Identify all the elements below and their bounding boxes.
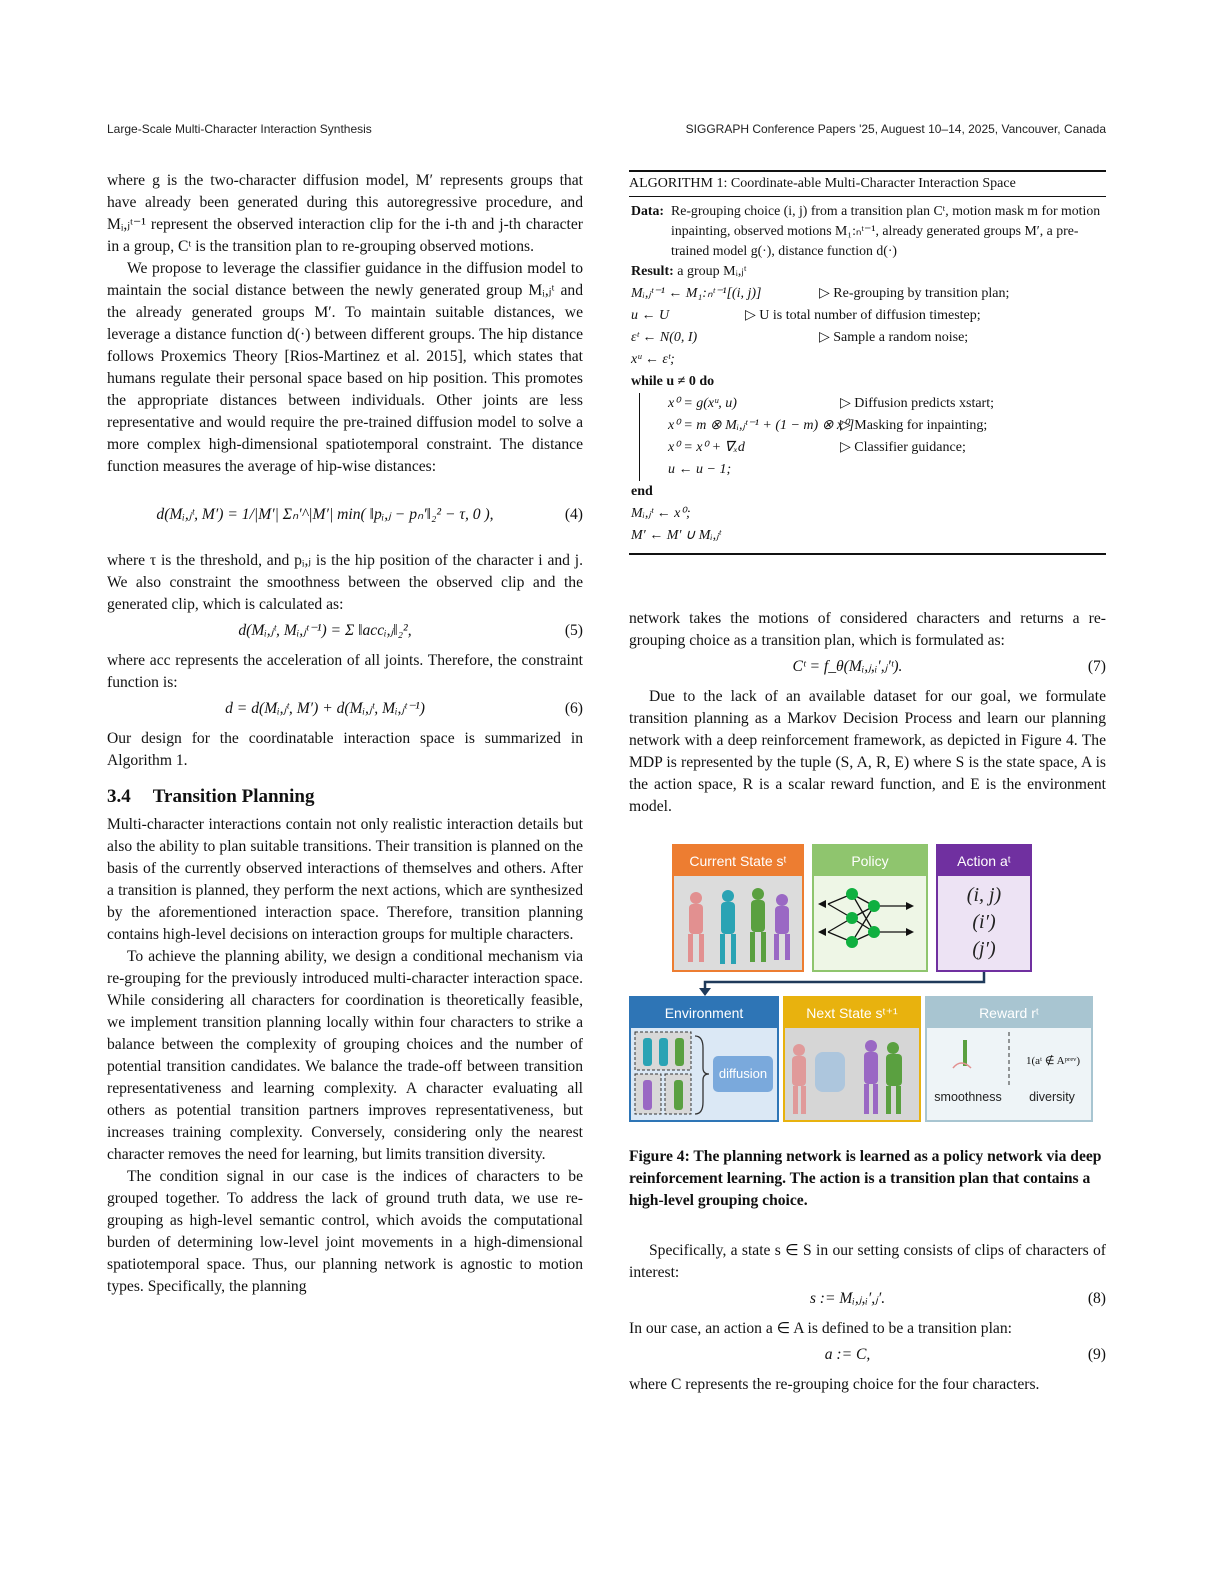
equation-body: d(Mᵢ,ⱼᵗ, Mᵢ,ⱼᵗ⁻¹) = Σ ‖accᵢ,ⱼ‖₂²,: [238, 622, 412, 639]
algorithm-code: x⁰ = g(xᵘ, u): [668, 396, 737, 411]
paragraph: where g is the two-character diffusion model, M′ represents groups that have already been generated during this autoregressive procedure, and Mᵢ,ⱼᵗ⁻¹ represent the observed interaction clip for the i-th and j-th character in a group, Cᵗ is the transition plan to re-grouping observed motions.: [107, 172, 583, 255]
algorithm-comment: ▷ Diffusion predicts xstart;: [840, 396, 994, 411]
algorithm-line: [629, 525, 1106, 547]
algorithm-title: ALGORITHM 1: Coordinate-able Multi-Character Interaction Space: [629, 176, 1016, 191]
equation-body: a := C,: [824, 1346, 871, 1363]
equation-body: Cᵗ = f_θ(Mᵢ,ⱼ,ᵢ′,ⱼ′ᵗ).: [792, 658, 903, 675]
result-label: Result:: [631, 264, 674, 279]
result-text: a group Mᵢ,ⱼᵗ: [677, 264, 747, 279]
equation-number: (5): [564, 622, 583, 639]
reward-title: Reward rᵗ: [927, 998, 1091, 1028]
section-heading: [107, 786, 583, 808]
next-state-title: Next State sᵗ⁺¹: [785, 998, 919, 1028]
algorithm-comment: ▷ Re-grouping by transition plan;: [819, 286, 1010, 301]
algorithm-code: Mᵢ,ⱼᵗ ← x⁰;: [631, 506, 691, 521]
equation-number: (4): [564, 506, 583, 523]
algorithm-line: [639, 393, 1106, 415]
next-state-panel: [783, 996, 921, 1122]
algorithm-data: [629, 201, 1106, 261]
algorithm-code: Mᵢ,ⱼᵗ⁻¹ ← M₁:ₙᵗ⁻¹[(i, j)]: [631, 286, 762, 301]
algorithm-code: while u ≠ 0 do: [631, 374, 715, 389]
algorithm-comment: ▷ Masking for inpainting;: [840, 418, 988, 433]
paragraph: Specifically, a state s ∈ S in our setting consists of clips of characters of interest:: [629, 1242, 1106, 1281]
equation-8: [629, 1288, 1106, 1314]
current-state-title: Current State sᵗ: [674, 846, 802, 876]
equation-number: (7): [1087, 658, 1106, 675]
algorithm-code: x⁰ = m ⊗ Mᵢ,ⱼᵗ⁻¹ + (1 − m) ⊗ x⁰]: [668, 418, 855, 433]
paragraph: In our case, an action a ∈ A is defined to be a transition plan:: [629, 1320, 1012, 1337]
algorithm-code: εᵗ ← N(0, I): [631, 330, 698, 345]
next-state-image: [785, 1028, 919, 1120]
algorithm-line: [629, 503, 1106, 525]
equation-4: [107, 488, 583, 542]
algorithm-comment: ▷ Classifier guidance;: [840, 440, 966, 455]
algorithm-code: x⁰ = x⁰ + ∇ₓd: [668, 440, 745, 455]
algorithm-line: [629, 481, 1106, 503]
left-column: [107, 170, 583, 1298]
algorithm-comment: ▷ Sample a random noise;: [819, 330, 969, 345]
action-items: [938, 882, 1030, 963]
paragraph: Our design for the coordinatable interaction space is summarized in Algorithm 1.: [107, 730, 583, 769]
indicator-label: 1(aᵗ ∉ Aᵖʳᵉᵛ): [1025, 1055, 1081, 1067]
action-item: (i, j): [966, 884, 1002, 906]
data-text: Re-grouping choice (i, j) from a transition plan Cᵗ, motion mask m for motion inpainting, observed motions M₁:ₙᵗ⁻¹, already generated groups M′, a pre-trained model g(·), distance function d(·): [671, 203, 1101, 258]
paragraph: We propose to leverage the classifier guidance in the diffusion model to maintain the social distance between the newly generated group Mᵢ,ⱼᵗ and the already generated groups M′. To maintain suitable distances, we leverage a distance function d(·) between different groups. The hip distance follows Proxemics Theory [Rios-Martinez et al. 2015], which states that humans regulate their personal space based on hip position. This promotes the appropriate distances between individuals. Other joints are less representative and would require the pre-trained diffusion model to solve a more complex high-dimensional spatiotemporal constraint. The distance function measures the average of hip-wise distances:: [107, 260, 583, 475]
algorithm-result: [629, 261, 1106, 283]
paragraph: network takes the motions of considered characters and returns a re-grouping choice as a transition plan, which is formulated as:: [629, 610, 1106, 649]
data-label: Data:: [631, 203, 664, 218]
running-header-right: SIGGRAPH Conference Papers '25, Auguest 10–14, 2025, Vancouver, Canada: [685, 122, 1106, 136]
paragraph: where τ is the threshold, and pᵢ,ⱼ is the hip position of the character i and j. We also constraint the smoothness between the observed clip and the generated clip, which is calculated as:: [107, 552, 583, 613]
diffusion-label: diffusion: [718, 1066, 768, 1081]
algorithm-code: xᵘ ← εᵗ;: [631, 352, 675, 367]
section-title: Transition Planning: [152, 786, 315, 807]
algorithm-comment: ▷ U is total number of diffusion timestep;: [745, 308, 981, 323]
algorithm-code: end: [631, 484, 653, 499]
action-item: (j′): [972, 938, 996, 960]
action-title: Action aᵗ: [938, 846, 1030, 876]
paragraph: The condition signal in our case is the indices of characters to be grouped together. To address the lack of ground truth data, we use re-grouping as high-level semantic control, which avoids the computational burden of determining low-level joint movements in a high-dimensional spatiotemporal space. Thus, our planning network is agnostic to motion types. Specifically, the planning: [107, 1168, 583, 1295]
figure-4: [628, 842, 1106, 1124]
algorithm-line: [639, 437, 1106, 459]
algorithm-line: [629, 371, 1106, 393]
neural-network-icon: [814, 876, 926, 970]
paragraph: where C represents the re-grouping choice for the four characters.: [629, 1376, 1040, 1393]
algorithm-code: M′ ← M′ ∪ Mᵢ,ⱼᵗ: [631, 528, 721, 543]
environment-title: Environment: [631, 998, 777, 1028]
characters-image: [674, 876, 802, 970]
paragraph: where acc represents the acceleration of all joints. Therefore, the constraint function is:: [107, 652, 583, 691]
paragraph: To achieve the planning ability, we design a conditional mechanism via re-grouping for the previously introduced multi-character interaction space. While considering all characters for coordination is theoretically feasible, we implement transition planning locally within four characters to strike a balance between the complexity of grouping choices and the number of potential transition candidates. We balance the trade-off between transition representativeness and learning complexity. A character evaluating all others as potential transition partners improves representativeness, but increases training complexity. Conversely, considering only the nearest character removes the need for learning, but limits transition diversity.: [107, 948, 583, 1163]
policy-title: Policy: [814, 846, 926, 876]
running-header-left: Large-Scale Multi-Character Interaction Synthesis: [107, 122, 372, 136]
equation-5: [107, 620, 583, 646]
equation-7: [629, 656, 1106, 682]
paragraph: Due to the lack of an available dataset for our goal, we formulate transition planning as a Markov Decision Process and learn our planning network with a deep reinforcement framework, as depicted in Figure 4. The MDP is represented by the tuple (S, A, R, E) where S is the state space, A is the action space, R is a scalar reward function, and E is the environment model.: [629, 688, 1106, 815]
equation-number: (8): [1087, 1290, 1106, 1307]
action-panel: [936, 844, 1032, 972]
algorithm-line: [639, 415, 1106, 437]
equation-number: (6): [564, 700, 583, 717]
policy-panel: [812, 844, 928, 972]
reward-panel: [925, 996, 1093, 1122]
algorithm-box: [629, 170, 1106, 555]
algorithm-line: [629, 283, 1106, 305]
algorithm-line: [629, 327, 1106, 349]
equation-9: [629, 1344, 1106, 1370]
algorithm-code: u ← u − 1;: [668, 462, 732, 477]
algorithm-code: u ← U: [631, 308, 670, 323]
action-item: (i′): [972, 911, 996, 933]
diversity-label: diversity: [1029, 1090, 1075, 1104]
equation-6: [107, 698, 583, 724]
figure-caption: Figure 4: The planning network is learned as a policy network via deep reinforcement learning. The action is a transition plan that contains a high-level grouping choice.: [629, 1148, 1102, 1209]
paragraph: Multi-character interactions contain not only realistic interaction details but also the ability to plan suitable transitions. Their transition is planned on the basis of the currently observed interactions of themselves and others. After a transition is planned, they perform the next actions, which are synthesized by the aforementioned interaction space. Therefore, transition planning contains high-level decisions on interaction groups for multiple characters.: [107, 816, 583, 943]
feedback-arrow: [628, 970, 1106, 996]
algorithm-lines: [629, 283, 1106, 547]
algorithm-bottom-rule: [629, 553, 1106, 555]
algorithm-line: [629, 349, 1106, 371]
equation-body: s := Mᵢ,ⱼ,ᵢ′,ⱼ′.: [809, 1290, 886, 1307]
right-column-bottom: [629, 1240, 1106, 1396]
algorithm-line: [639, 459, 1106, 481]
environment-panel: [629, 996, 779, 1122]
current-state-panel: [672, 844, 804, 972]
section-number: 3.4: [107, 786, 131, 807]
equation-number: (9): [1087, 1346, 1106, 1363]
smoothness-label: smoothness: [934, 1090, 1002, 1104]
algorithm-title-rule: [629, 196, 1106, 197]
equation-body: d = d(Mᵢ,ⱼᵗ, M′) + d(Mᵢ,ⱼᵗ, Mᵢ,ⱼᵗ⁻¹): [225, 700, 425, 717]
algorithm-line: [629, 305, 1106, 327]
equation-body: d(Mᵢ,ⱼᵗ, M′) = 1/|M′| Σₙ′^|M′| min( ‖pᵢ,ⱼ − pₙ′‖₂² − τ, 0 ),: [156, 506, 494, 523]
right-column-top: [629, 608, 1106, 818]
